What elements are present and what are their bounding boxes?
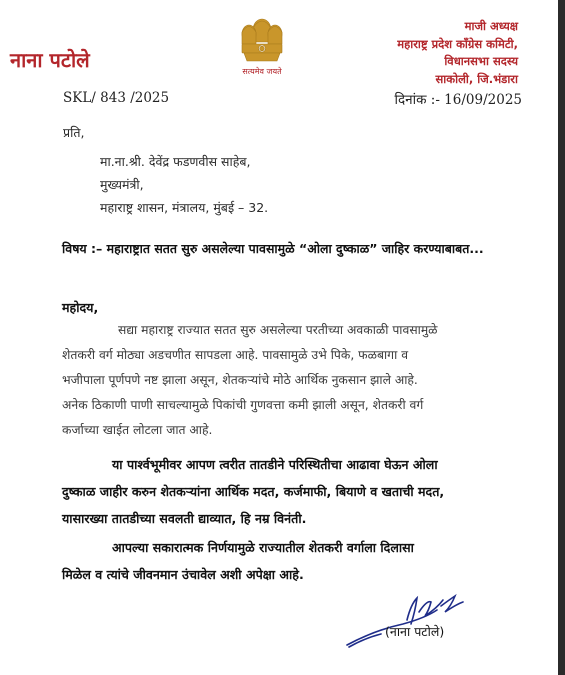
designation-line: माजी अध्यक्ष [464, 19, 518, 33]
designation-line: महाराष्ट्र प्रदेश काँग्रेस कमिटी, [397, 36, 518, 51]
paragraph-line: सद्या महाराष्ट्र राज्यात सतत सुरु असलेल्या परतीच्या अवकाळी पावसामुळे [118, 323, 438, 337]
signatory-name: (नाना पटोले) [385, 624, 445, 639]
paragraph-line: कर्जाच्या खाईत लोटला जात आहे. [62, 423, 213, 437]
greeting: महोदय, [62, 300, 99, 315]
emblem-motto: सत्यमेव जयते [242, 67, 282, 76]
handwritten-signature [345, 590, 475, 650]
designation-line: विधानसभा सदस्य [444, 54, 518, 68]
paragraph-line: शेतकरी वर्ग मोठ्या अडचणीत सापडला आहे. पावसामुळे उभे पिके, फळबागा व [62, 348, 409, 362]
reference-number: SKL/ 843 /2025 [63, 90, 170, 106]
viewer-background [558, 0, 565, 675]
salutation-to: प्रति, [63, 125, 85, 140]
paragraph-line: या पार्श्वभूमीवर आपण त्वरीत तातडीने परिस्थितीचा आढावा घेऊन ओला [112, 457, 438, 472]
sender-designation [397, 18, 518, 88]
designation-line: साकोली, जि.भंडारा [435, 71, 518, 86]
state-emblem-icon [220, 8, 304, 100]
paragraph-line: दुष्काळ जाहीर करुन शेतकऱ्यांना आर्थिक मदत, कर्जमाफी, बियाणे व खताची मदत, [62, 484, 445, 499]
sender-name: नाना पटोले [10, 48, 90, 72]
paragraph-line: मिळेल व त्यांचे जीवनमान उंचावेल अशी अपेक्षा आहे. [62, 567, 304, 582]
paragraph-line: यासारख्या तातडीच्या सवलती द्याव्यात, हि नम्र विनंती. [62, 511, 307, 526]
recipient-line: महाराष्ट्र शासन, मंत्रालय, मुंबई – 32. [100, 200, 269, 215]
paragraph-line: भजीपाला पूर्णपणे नष्ट झाला असून, शेतकऱ्यांचे मोठे आर्थिक नुकसान झाले आहे. [62, 373, 418, 387]
recipient-line: मुख्यमंत्री, [100, 177, 144, 192]
paragraph-line: अनेक ठिकाणी पाणी साचल्यामुळे पिकांची गुणवत्ता कमी झाली असून, शेतकरी वर्ग [62, 398, 424, 412]
letter-date: दिनांक :- 16/09/2025 [394, 92, 522, 108]
paragraph-line: आपल्या सकारात्मक निर्णयामुळे राज्यातील शेतकरी वर्गाला दिलासा [112, 540, 414, 555]
recipient-line: मा.ना.श्री. देवेंद्र फडणवीस साहेब, [100, 154, 251, 169]
letter-subject: विषय :– महाराष्ट्रात सतत सुरु असलेल्या पावसामुळे “ओला दुष्काळ” जाहिर करण्याबाबत... [62, 241, 484, 256]
